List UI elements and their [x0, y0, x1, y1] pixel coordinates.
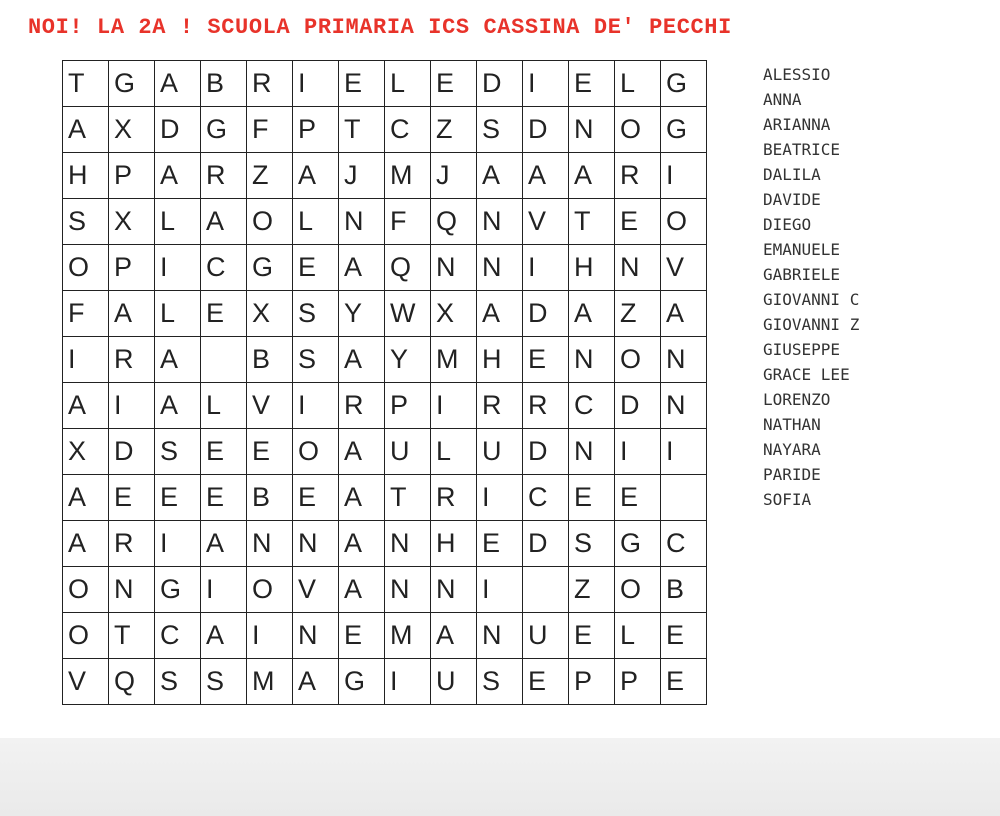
grid-cell[interactable]: A — [339, 475, 385, 521]
grid-cell[interactable]: I — [109, 383, 155, 429]
grid-cell[interactable]: N — [477, 199, 523, 245]
grid-cell[interactable]: I — [661, 429, 707, 475]
grid-cell[interactable]: A — [155, 383, 201, 429]
grid-cell[interactable]: E — [293, 245, 339, 291]
grid-cell[interactable]: J — [339, 153, 385, 199]
grid-cell[interactable]: Q — [109, 659, 155, 705]
grid-cell[interactable]: I — [615, 429, 661, 475]
grid-cell[interactable]: P — [385, 383, 431, 429]
grid-cell[interactable]: L — [155, 199, 201, 245]
grid-row — [63, 245, 707, 291]
grid-cell[interactable] — [523, 567, 569, 613]
grid-cell[interactable]: V — [247, 383, 293, 429]
grid-cell[interactable]: E — [477, 521, 523, 567]
grid-cell[interactable]: P — [109, 245, 155, 291]
grid-cell[interactable]: N — [109, 567, 155, 613]
grid-cell[interactable]: N — [385, 521, 431, 567]
grid-cell[interactable]: N — [569, 337, 615, 383]
word-item: LORENZO — [763, 390, 831, 409]
grid-cell[interactable]: I — [523, 61, 569, 107]
grid-cell[interactable]: C — [385, 107, 431, 153]
grid-cell[interactable]: V — [523, 199, 569, 245]
word-item: ALESSIO — [763, 65, 831, 84]
grid-cell[interactable]: A — [569, 153, 615, 199]
grid-cell[interactable]: R — [201, 153, 247, 199]
grid-cell[interactable]: R — [339, 383, 385, 429]
grid-cell[interactable]: S — [569, 521, 615, 567]
grid-cell[interactable]: O — [247, 199, 293, 245]
grid-cell[interactable]: G — [247, 245, 293, 291]
grid-cell[interactable]: Y — [339, 291, 385, 337]
grid-cell[interactable]: E — [339, 613, 385, 659]
grid-row — [63, 613, 707, 659]
grid-cell[interactable]: I — [155, 245, 201, 291]
grid-cell[interactable]: S — [155, 659, 201, 705]
grid-cell[interactable]: G — [155, 567, 201, 613]
word-item: NAYARA — [763, 440, 821, 459]
grid-cell[interactable]: N — [293, 613, 339, 659]
grid-cell[interactable]: I — [431, 383, 477, 429]
grid-cell[interactable]: P — [109, 153, 155, 199]
grid-cell[interactable]: A — [339, 567, 385, 613]
grid-cell[interactable]: I — [293, 383, 339, 429]
grid-cell[interactable]: E — [247, 429, 293, 475]
grid-cell[interactable]: D — [155, 107, 201, 153]
grid-cell[interactable]: E — [523, 337, 569, 383]
grid-row — [63, 61, 707, 107]
word-item: GABRIELE — [763, 265, 841, 284]
grid-cell[interactable]: R — [523, 383, 569, 429]
grid-cell[interactable]: A — [155, 61, 201, 107]
grid-cell[interactable]: H — [569, 245, 615, 291]
grid-cell[interactable]: O — [63, 245, 109, 291]
grid-cell[interactable]: L — [615, 61, 661, 107]
grid-cell[interactable]: E — [615, 199, 661, 245]
grid-cell[interactable]: E — [339, 61, 385, 107]
word-item: NATHAN — [763, 415, 821, 434]
grid-cell[interactable]: A — [293, 153, 339, 199]
grid-cell[interactable]: T — [109, 613, 155, 659]
grid-row — [63, 337, 707, 383]
grid-cell[interactable]: A — [63, 521, 109, 567]
grid-cell[interactable]: A — [477, 291, 523, 337]
grid-cell[interactable]: N — [661, 383, 707, 429]
grid-cell[interactable]: A — [431, 613, 477, 659]
grid-cell[interactable]: E — [569, 61, 615, 107]
grid-cell[interactable]: X — [109, 107, 155, 153]
grid-cell[interactable]: G — [339, 659, 385, 705]
grid-cell[interactable]: F — [247, 107, 293, 153]
grid-cell[interactable]: A — [569, 291, 615, 337]
grid-cell[interactable]: O — [293, 429, 339, 475]
grid-row — [63, 291, 707, 337]
grid-row — [63, 429, 707, 475]
grid-cell[interactable]: E — [661, 613, 707, 659]
grid-cell[interactable]: N — [615, 245, 661, 291]
grid-cell[interactable]: O — [615, 337, 661, 383]
grid-row — [63, 567, 707, 613]
grid-row — [63, 107, 707, 153]
grid-cell[interactable]: Q — [431, 199, 477, 245]
grid-cell[interactable]: N — [569, 429, 615, 475]
grid-cell[interactable]: C — [569, 383, 615, 429]
grid-cell[interactable]: D — [523, 521, 569, 567]
grid-cell[interactable]: L — [201, 383, 247, 429]
grid-cell[interactable]: S — [63, 199, 109, 245]
grid-cell[interactable]: R — [477, 383, 523, 429]
grid-cell[interactable]: M — [385, 153, 431, 199]
grid-cell[interactable]: D — [477, 61, 523, 107]
grid-cell[interactable]: B — [661, 567, 707, 613]
grid-cell[interactable]: X — [63, 429, 109, 475]
grid-cell[interactable]: M — [431, 337, 477, 383]
grid-cell[interactable]: E — [201, 291, 247, 337]
word-item: DIEGO — [763, 215, 812, 234]
word-item: PARIDE — [763, 465, 821, 484]
grid-cell[interactable]: S — [293, 337, 339, 383]
grid-cell[interactable]: V — [63, 659, 109, 705]
grid-cell[interactable]: I — [155, 521, 201, 567]
grid-cell[interactable]: A — [201, 521, 247, 567]
grid-cell[interactable]: L — [293, 199, 339, 245]
grid-cell[interactable]: C — [155, 613, 201, 659]
grid-cell[interactable]: S — [477, 107, 523, 153]
grid-cell[interactable]: E — [431, 61, 477, 107]
grid-row — [63, 383, 707, 429]
word-item: GIUSEPPE — [763, 340, 841, 359]
word-item: GIOVANNI C — [763, 290, 860, 309]
grid-cell[interactable]: G — [615, 521, 661, 567]
grid-cell[interactable]: M — [247, 659, 293, 705]
grid-cell[interactable]: E — [569, 475, 615, 521]
grid-cell[interactable]: I — [477, 567, 523, 613]
grid-cell[interactable]: A — [155, 337, 201, 383]
grid-cell[interactable]: A — [63, 475, 109, 521]
grid-cell[interactable]: V — [293, 567, 339, 613]
grid-cell[interactable]: I — [247, 613, 293, 659]
grid-cell[interactable]: F — [63, 291, 109, 337]
grid-cell[interactable]: I — [201, 567, 247, 613]
grid-cell[interactable]: O — [615, 107, 661, 153]
grid-cell[interactable] — [201, 337, 247, 383]
grid-cell[interactable]: E — [201, 429, 247, 475]
grid-cell[interactable]: S — [201, 659, 247, 705]
footer-bar — [0, 738, 1000, 816]
grid-cell[interactable]: T — [339, 107, 385, 153]
grid-row — [63, 475, 707, 521]
word-list — [763, 62, 859, 512]
grid-cell[interactable]: P — [293, 107, 339, 153]
grid-cell[interactable]: U — [477, 429, 523, 475]
grid-cell[interactable]: A — [661, 291, 707, 337]
grid-cell[interactable]: W — [385, 291, 431, 337]
grid-cell[interactable]: X — [247, 291, 293, 337]
grid-cell[interactable]: Z — [569, 567, 615, 613]
grid-cell[interactable]: E — [569, 613, 615, 659]
grid-cell[interactable]: A — [339, 521, 385, 567]
grid-cell[interactable]: A — [109, 291, 155, 337]
grid-cell[interactable]: S — [477, 659, 523, 705]
grid-cell[interactable]: Z — [431, 107, 477, 153]
grid-cell[interactable]: I — [385, 659, 431, 705]
page-title: NOI! LA 2A ! SCUOLA PRIMARIA ICS CASSINA DE' PECCHI — [28, 15, 732, 40]
grid-cell[interactable]: A — [155, 153, 201, 199]
grid-cell[interactable]: A — [201, 199, 247, 245]
grid-cell[interactable]: I — [293, 61, 339, 107]
grid-cell[interactable]: R — [615, 153, 661, 199]
grid-cell[interactable]: E — [523, 659, 569, 705]
word-search-grid — [62, 60, 707, 705]
grid-cell[interactable]: A — [523, 153, 569, 199]
grid-cell[interactable]: N — [569, 107, 615, 153]
grid-cell[interactable]: G — [109, 61, 155, 107]
grid-cell[interactable]: O — [661, 199, 707, 245]
grid-cell[interactable]: R — [109, 521, 155, 567]
grid-cell[interactable]: I — [661, 153, 707, 199]
grid-cell[interactable]: S — [293, 291, 339, 337]
grid-row — [63, 199, 707, 245]
word-item: SOFIA — [763, 490, 812, 509]
grid-cell[interactable]: T — [569, 199, 615, 245]
grid-cell[interactable]: A — [201, 613, 247, 659]
grid-cell[interactable]: I — [63, 337, 109, 383]
grid-cell[interactable]: B — [247, 475, 293, 521]
grid-cell[interactable]: E — [155, 475, 201, 521]
grid-cell[interactable]: L — [155, 291, 201, 337]
word-item: DALILA — [763, 165, 821, 184]
word-item: GIOVANNI Z — [763, 315, 860, 334]
grid-cell[interactable]: L — [615, 613, 661, 659]
grid-cell[interactable]: E — [293, 475, 339, 521]
grid-cell[interactable]: H — [63, 153, 109, 199]
grid-cell[interactable]: O — [615, 567, 661, 613]
grid-cell[interactable]: H — [431, 521, 477, 567]
grid-cell[interactable]: F — [385, 199, 431, 245]
word-item: EMANUELE — [763, 240, 841, 259]
grid-cell[interactable]: C — [201, 245, 247, 291]
grid-cell[interactable]: A — [339, 337, 385, 383]
grid-cell[interactable]: Q — [385, 245, 431, 291]
grid-cell[interactable]: L — [431, 429, 477, 475]
grid-cell[interactable]: A — [339, 245, 385, 291]
grid-cell[interactable]: A — [293, 659, 339, 705]
grid-row — [63, 521, 707, 567]
word-item: ANNA — [763, 90, 802, 109]
grid-cell[interactable]: N — [431, 245, 477, 291]
grid-cell[interactable]: D — [615, 383, 661, 429]
grid-cell[interactable]: M — [385, 613, 431, 659]
grid-cell[interactable]: B — [201, 61, 247, 107]
grid-cell[interactable]: N — [431, 567, 477, 613]
grid-cell[interactable]: A — [63, 107, 109, 153]
grid-cell[interactable]: A — [477, 153, 523, 199]
grid-row — [63, 659, 707, 705]
grid-cell[interactable]: G — [661, 107, 707, 153]
grid-cell[interactable]: Y — [385, 337, 431, 383]
grid-cell[interactable]: H — [477, 337, 523, 383]
grid-cell[interactable]: N — [477, 245, 523, 291]
grid-cell[interactable]: R — [247, 61, 293, 107]
grid-cell[interactable]: O — [63, 613, 109, 659]
grid-cell[interactable]: V — [661, 245, 707, 291]
grid-cell[interactable]: Z — [615, 291, 661, 337]
word-item: GRACE LEE — [763, 365, 850, 384]
grid-cell[interactable]: O — [63, 567, 109, 613]
grid-cell[interactable]: C — [523, 475, 569, 521]
grid-cell[interactable]: Z — [247, 153, 293, 199]
grid-cell[interactable]: A — [339, 429, 385, 475]
grid-cell[interactable]: A — [63, 383, 109, 429]
word-item: ARIANNA — [763, 115, 831, 134]
grid-cell[interactable]: B — [247, 337, 293, 383]
grid-cell[interactable]: N — [385, 567, 431, 613]
grid-cell[interactable]: G — [201, 107, 247, 153]
grid-cell[interactable]: L — [385, 61, 431, 107]
grid-cell[interactable]: C — [661, 521, 707, 567]
grid-row — [63, 153, 707, 199]
grid-cell[interactable]: N — [247, 521, 293, 567]
grid-cell[interactable]: D — [523, 291, 569, 337]
grid-cell[interactable] — [661, 475, 707, 521]
grid-cell[interactable]: N — [339, 199, 385, 245]
grid-cell[interactable]: R — [109, 337, 155, 383]
grid-cell[interactable]: I — [523, 245, 569, 291]
grid-cell[interactable]: S — [155, 429, 201, 475]
word-item: BEATRICE — [763, 140, 841, 159]
grid-cell[interactable]: U — [431, 659, 477, 705]
grid-cell[interactable]: J — [431, 153, 477, 199]
grid-cell[interactable]: N — [293, 521, 339, 567]
grid-cell[interactable]: N — [661, 337, 707, 383]
grid-cell[interactable]: N — [477, 613, 523, 659]
grid-cell[interactable]: X — [431, 291, 477, 337]
word-item: DAVIDE — [763, 190, 821, 209]
grid-cell[interactable]: T — [63, 61, 109, 107]
grid-cell[interactable]: E — [615, 475, 661, 521]
grid-cell[interactable]: E — [109, 475, 155, 521]
grid-cell[interactable]: E — [661, 659, 707, 705]
grid-cell[interactable]: D — [523, 107, 569, 153]
grid-cell[interactable]: X — [109, 199, 155, 245]
grid-cell[interactable]: U — [523, 613, 569, 659]
grid-cell[interactable]: U — [385, 429, 431, 475]
grid-cell[interactable]: P — [569, 659, 615, 705]
grid-cell[interactable]: R — [431, 475, 477, 521]
grid-cell[interactable]: P — [615, 659, 661, 705]
grid-cell[interactable]: G — [661, 61, 707, 107]
grid-cell[interactable]: O — [247, 567, 293, 613]
grid-cell[interactable]: D — [523, 429, 569, 475]
grid-cell[interactable]: T — [385, 475, 431, 521]
grid-cell[interactable]: D — [109, 429, 155, 475]
grid-cell[interactable]: E — [201, 475, 247, 521]
grid-cell[interactable]: I — [477, 475, 523, 521]
